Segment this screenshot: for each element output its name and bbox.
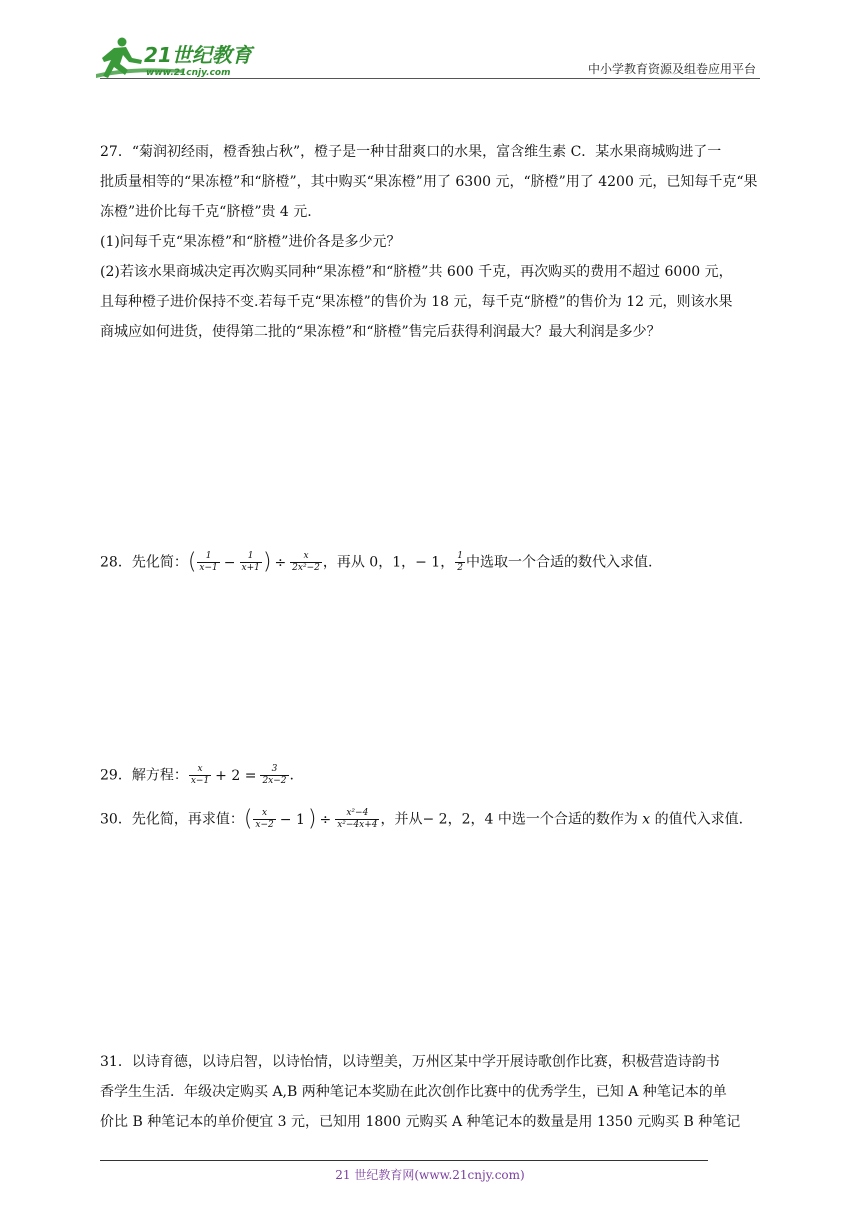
- svg-text:21世纪教育: 21世纪教育: [144, 43, 252, 67]
- footer-divider: [100, 1160, 708, 1161]
- fraction: $\frac{3}{2x-2}$: [262, 764, 287, 786]
- question-31: [100, 1047, 764, 1137]
- q27-line: 冻橙”进价比每千克“脐橙”贵 4 元.: [100, 204, 312, 220]
- platform-name: 中小学教育资源及组卷应用平台: [587, 62, 756, 76]
- q31-line: 香学生生活．年级决定购买 A,B 两种笔记本奖励在此次创作比赛中的优秀学生，已知 A 种笔记本的单: [100, 1084, 727, 1100]
- question-28: 28．先化简：( $\frac{1}{x-1}$ − $\frac{1}{x+1}$ ) ÷ $\frac{x}{\text{2x²−2}}$ ，再从 0，1，− 1， $\frac{1}{2}$ 中选取一个合适的数代入求值.: [100, 549, 653, 575]
- question-29: 29．解方程： $\frac{x}{x-1}$ + 2 = $\frac{3}{2x-2}$ .: [100, 764, 294, 786]
- fraction: $\frac{x}{x-1}$: [190, 764, 210, 786]
- svg-text:www.21cnjy.com: www.21cnjy.com: [146, 68, 231, 78]
- fraction: $\frac{1}{2}$: [457, 551, 463, 573]
- question-27: [100, 137, 764, 347]
- question-30: 30．先化简，再求值：( $\frac{x}{x-2}$ − 1 ) ÷ $\frac{\text{x²−4}}{\text{x²−4x+4}}$ ，并从− 2，2，4 中选一个合适的数作为 x 的值代入求值.: [100, 806, 744, 832]
- q27-line: (1)问每千克“果冻橙”和“脐橙”进价各是多少元？: [100, 234, 401, 250]
- q31-line: 价比 B 种笔记本的单价便宜 3 元，已知用 1800 元购买 A 种笔记本的数量是用 1350 元购买 B 种笔记: [100, 1114, 741, 1130]
- header-divider: [100, 78, 760, 79]
- q27-line: 且每种橙子进价保持不变.若每千克“果冻橙”的售价为 18 元，每千克“脐橙”的售价为 12 元，则该水果: [100, 294, 733, 310]
- q27-line: 27．“菊润初经雨，橙香独占秋”，橙子是一种甘甜爽口的水果，富含维生素 C．某水果商城购进了一: [100, 144, 722, 160]
- q27-line: (2)若该水果商城决定再次购买同种“果冻橙”和“脐橙”共 600 千克，再次购买的费用不超过 6000 元，: [100, 264, 733, 280]
- fraction: $\frac{\text{x²−4}}{\text{x²−4x+4}}$: [337, 808, 378, 830]
- fraction: $\frac{1}{x+1}$: [241, 551, 260, 573]
- q27-line: 批质量相等的“果冻橙”和“脐橙”，其中购买“果冻橙”用了 6300 元，“脐橙”用了 4200 元，已知每千克“果: [100, 174, 758, 190]
- q27-line: 商城应如何进货，使得第二批的“果冻橙”和“脐橙”售完后获得利润最大？最大利润是多少？: [100, 324, 661, 340]
- fraction: $\frac{1}{x-1}$: [199, 551, 218, 573]
- site-logo: [92, 34, 262, 82]
- footer-link[interactable]: 21 世纪教育网(www.21cnjy.com): [335, 1168, 525, 1182]
- fraction: $\frac{x}{\text{2x²−2}}$: [292, 551, 320, 573]
- fraction: $\frac{x}{x-2}$: [255, 808, 274, 830]
- q31-line: 31．以诗育德，以诗启智，以诗怡情，以诗塑美，万州区某中学开展诗歌创作比赛，积极营造诗韵书: [100, 1054, 720, 1070]
